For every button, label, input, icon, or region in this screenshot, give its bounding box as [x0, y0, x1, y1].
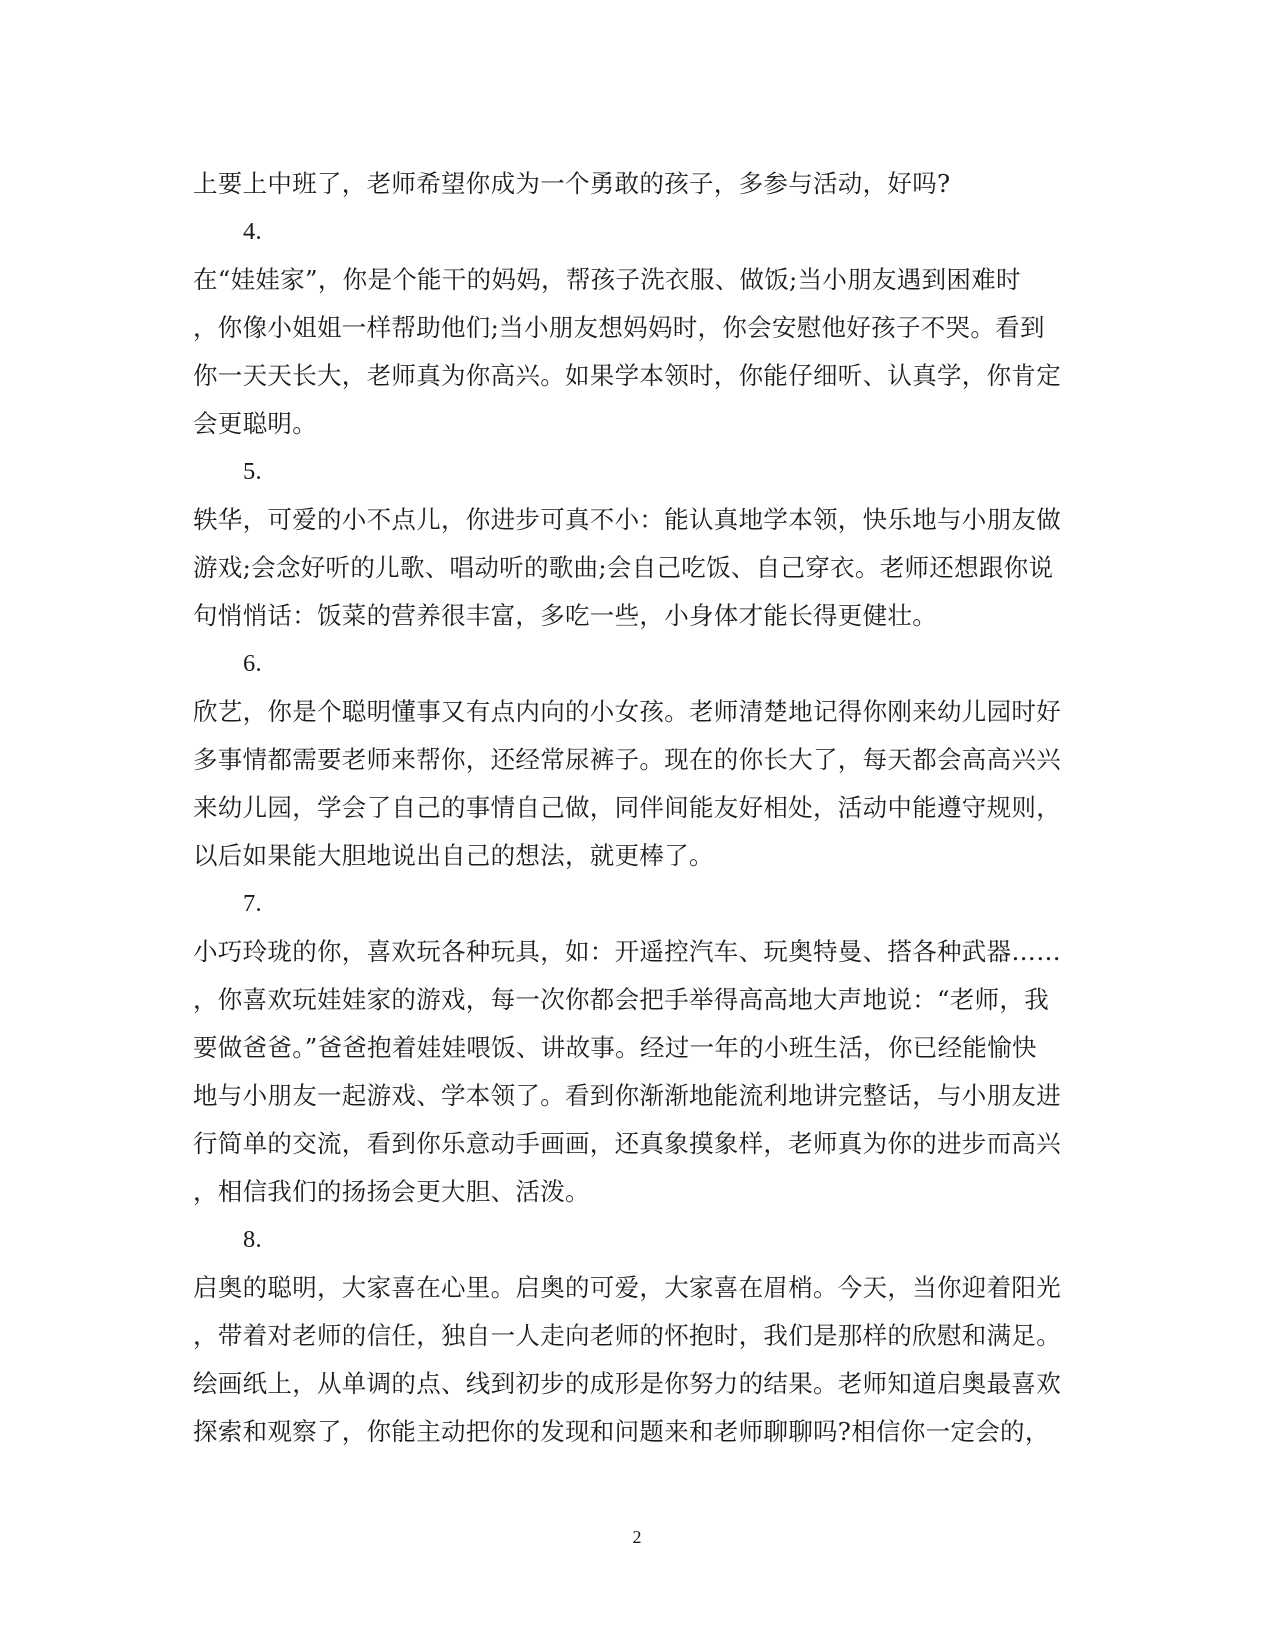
text-line: 以后如果能大胆地说出自己的想法，就更棒了。	[193, 841, 714, 870]
text-line: 探索和观察了，你能主动把你的发现和问题来和老师聊聊吗?相信你一定会的，	[193, 1417, 1050, 1446]
text-line: 欣艺，你是个聪明懂事又有点内向的小女孩。老师清楚地记得你刚来幼儿园时好	[193, 697, 1061, 726]
text-line: 来幼儿园，学会了自己的事情自己做，同伴间能友好相处，活动中能遵守规则，	[193, 793, 1061, 822]
text-line: 绘画纸上，从单调的点、线到初步的成形是你努力的结果。老师知道启奥最喜欢	[193, 1369, 1061, 1398]
text-line: ，你像小姐姐一样帮助他们;当小朋友想妈妈时，你会安慰他好孩子不哭。看到	[193, 313, 1045, 342]
item-number: 6.	[243, 650, 262, 677]
text-line: 要做爸爸。”爸爸抱着娃娃喂饭、讲故事。经过一年的小班生活，你已经能愉快	[193, 1033, 1037, 1062]
page-number: 2	[632, 1527, 642, 1547]
text-line: 你一天天长大，老师真为你高兴。如果学本领时，你能仔细听、认真学，你肯定	[193, 361, 1061, 390]
text-line: ，带着对老师的信任，独自一人走向老师的怀抱时，我们是那样的欣慰和满足。	[193, 1321, 1061, 1350]
text-line: 会更聪明。	[193, 409, 317, 438]
text-line: 句悄悄话：饭菜的营养很丰富，多吃一些，小身体才能长得更健壮。	[193, 601, 937, 630]
text-line: 行简单的交流，看到你乐意动手画画，还真象摸象样，老师真为你的进步而高兴	[193, 1129, 1061, 1158]
item-number: 4.	[243, 218, 262, 245]
text-line: 游戏;会念好听的儿歌、唱动听的歌曲;会自己吃饭、自己穿衣。老师还想跟你说	[193, 553, 1054, 582]
text-line: 轶华，可爱的小不点儿，你进步可真不小：能认真地学本领，快乐地与小朋友做	[193, 505, 1061, 534]
text-line: ，相信我们的扬扬会更大胆、活泼。	[193, 1177, 590, 1206]
text-line: 小巧玲珑的你，喜欢玩各种玩具，如：开遥控汽车、玩奥特曼、搭各种武器……	[193, 937, 1061, 966]
item-number: 5.	[243, 458, 262, 485]
text-line: 启奥的聪明，大家喜在心里。启奥的可爱，大家喜在眉梢。今天，当你迎着阳光	[193, 1273, 1061, 1302]
text-line: ，你喜欢玩娃娃家的游戏，每一次你都会把手举得高高地大声地说：“老师，我	[193, 985, 1050, 1014]
text-line: 多事情都需要老师来帮你，还经常尿裤子。现在的你长大了，每天都会高高兴兴	[193, 745, 1061, 774]
item-number: 8.	[243, 1226, 262, 1253]
text-line: 地与小朋友一起游戏、学本领了。看到你渐渐地能流利地讲完整话，与小朋友进	[193, 1081, 1061, 1110]
text-line: 在“娃娃家”，你是个能干的妈妈，帮孩子洗衣服、做饭;当小朋友遇到困难时	[193, 265, 1021, 294]
text-line: 上要上中班了，老师希望你成为一个勇敢的孩子，多参与活动，好吗?	[193, 169, 951, 198]
item-number: 7.	[243, 890, 262, 917]
